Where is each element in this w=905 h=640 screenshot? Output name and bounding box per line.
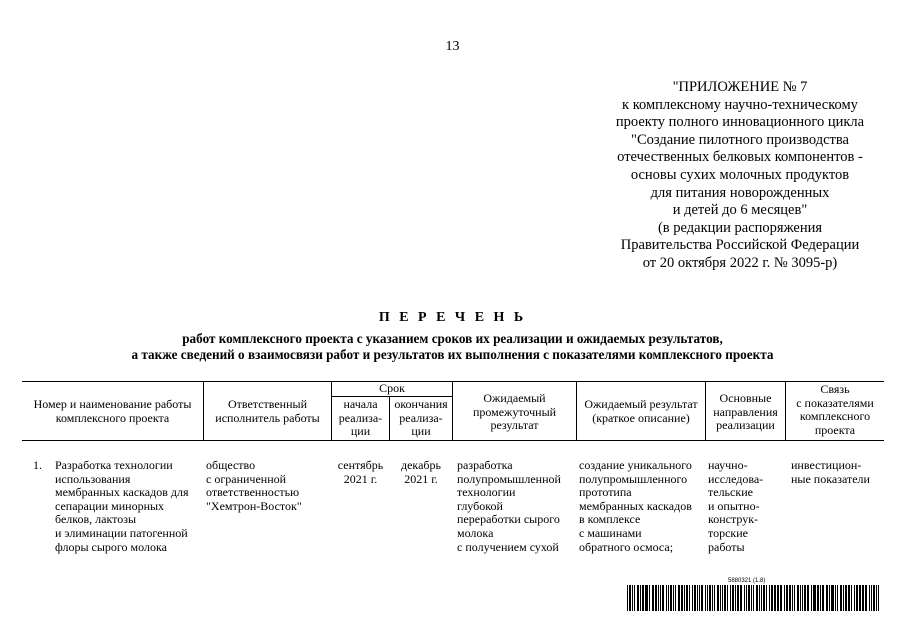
cell-directions [708, 459, 763, 554]
cell-text: флоры сырого молока [55, 539, 167, 554]
appendix-line: Правительства Российской Федерации [620, 237, 860, 254]
header-executor [204, 398, 331, 425]
header-text: комплексного проекта [55, 410, 170, 425]
cell-text: конструк- [708, 512, 759, 527]
cell-text: общество [206, 458, 256, 472]
header-text: ции [411, 424, 431, 439]
header-text: ции [350, 424, 371, 439]
header-text: Ожидаемый [483, 391, 546, 405]
cell-text: белков, лактозы [55, 512, 137, 527]
cell-text: Разработка технологии [55, 458, 173, 472]
barcode-id: 5880321 (1.8) [728, 578, 766, 584]
appendix-block [570, 79, 905, 273]
cell-text: и элиминации патогенной [55, 525, 188, 540]
header-interim-result [453, 392, 576, 433]
appendix-line: "Создание пилотного производства [631, 131, 849, 148]
header-text: промежуточный [472, 404, 557, 419]
cell-text: работы [708, 539, 745, 554]
appendix-line: для питания новорожденных [650, 184, 830, 201]
cell-text: молока [457, 525, 494, 540]
cell-indicator-link [791, 459, 870, 486]
cell-text: разработка [457, 458, 513, 472]
cell-text: использования [55, 471, 131, 486]
header-text: Ответственный [227, 397, 308, 411]
header-expected-result [577, 398, 705, 425]
row-number: 1. [33, 458, 42, 472]
cell-text: прототипа [579, 485, 632, 500]
header-text: направления [713, 404, 778, 419]
cell-text: мембранных каскадов для [55, 485, 189, 500]
cell-text: ответственностью [206, 485, 300, 500]
cell-text: торские [708, 525, 748, 540]
appendix-line: "ПРИЛОЖЕНИЕ № 7 [672, 79, 808, 95]
cell-end [390, 459, 452, 486]
barcode-icon [627, 585, 882, 611]
cell-text: научно- [708, 458, 748, 472]
header-indicator-link [786, 383, 884, 437]
header-text: результат [490, 418, 539, 433]
cell-text: тельские [708, 485, 753, 500]
cell-text: создание уникального [579, 458, 692, 472]
cell-text: с машинами [579, 525, 642, 540]
document-subtitle [0, 331, 905, 363]
header-text: проекта [814, 422, 856, 437]
cell-text: 2021 г. [404, 471, 438, 486]
cell-text: полупромышленной [457, 471, 561, 486]
cell-executor [206, 459, 302, 513]
appendix-line: отечественных белковых компонентов - [617, 149, 863, 166]
cell-text: 2021 г. [343, 471, 378, 486]
appendix-line: и детей до 6 месяцев" [672, 202, 808, 219]
subtitle-line: а также сведений о взаимосвязи работ и результатов их выполнения с показателями комплексного проекта [131, 347, 774, 362]
table-header-bottom-border [22, 440, 884, 441]
cell-expected-result [579, 459, 692, 554]
cell-text: технологии [457, 485, 516, 500]
header-start [332, 398, 389, 439]
header-term: Срок [379, 381, 405, 395]
appendix-line: от 20 октября 2022 г. № 3095-р) [642, 254, 838, 271]
cell-text: в комплексе [579, 512, 641, 527]
cell-text: и опытно- [708, 498, 760, 513]
header-text: Связь [820, 382, 850, 396]
header-text: (краткое описание) [592, 410, 690, 425]
cell-text: декабрь [401, 458, 441, 472]
header-text: Основные [719, 391, 772, 405]
header-text: исполнитель работы [215, 410, 320, 425]
cell-interim-result [457, 459, 561, 554]
cell-text: глубокой [457, 498, 503, 513]
cell-text: сентябрь [337, 458, 384, 472]
header-end [390, 398, 452, 439]
header-text: начала [343, 397, 378, 411]
table-top-border [22, 381, 884, 382]
header-text: реализа- [399, 410, 443, 425]
header-text: окончания [394, 397, 448, 411]
subtitle-line: работ комплексного проекта с указанием сроков их реализации и ожидаемых результатов, [182, 331, 723, 346]
header-text: Ожидаемый результат [584, 397, 698, 411]
header-text: реализации [716, 418, 775, 433]
cell-work [55, 459, 189, 554]
cell-text: инвестицион- [791, 458, 862, 472]
header-work [22, 398, 203, 425]
header-text: комплексного [799, 409, 871, 424]
cell-text: сепарации минорных [55, 498, 165, 513]
cell-text: переработки сырого [457, 512, 560, 527]
appendix-line: (в редакции распоряжения [657, 219, 823, 236]
appendix-line: основы сухих молочных продуктов [630, 166, 850, 183]
cell-start [332, 459, 389, 486]
cell-text: исследова- [708, 471, 764, 486]
cell-text: с ограниченной [206, 471, 287, 486]
header-text: реализа- [338, 410, 383, 425]
appendix-line: проекту полного инновационного цикла [615, 114, 865, 131]
header-text: Номер и наименование работы [33, 397, 192, 411]
page-number: 13 [445, 39, 460, 54]
cell-text: полупромышленного [579, 471, 688, 486]
cell-text: обратного осмоса; [579, 539, 674, 554]
cell-text: мембранных каскадов [579, 498, 692, 513]
cell-text: ные показатели [791, 471, 870, 486]
cell-text: с получением сухой [457, 539, 559, 554]
appendix-line: к комплексному научно-техническому [622, 96, 858, 113]
header-text: с показателями [796, 395, 874, 410]
document-title: П Е Р Е Ч Е Н Ь [378, 310, 527, 325]
header-directions [706, 392, 785, 433]
cell-text: "Хемтрон-Восток" [206, 498, 302, 513]
